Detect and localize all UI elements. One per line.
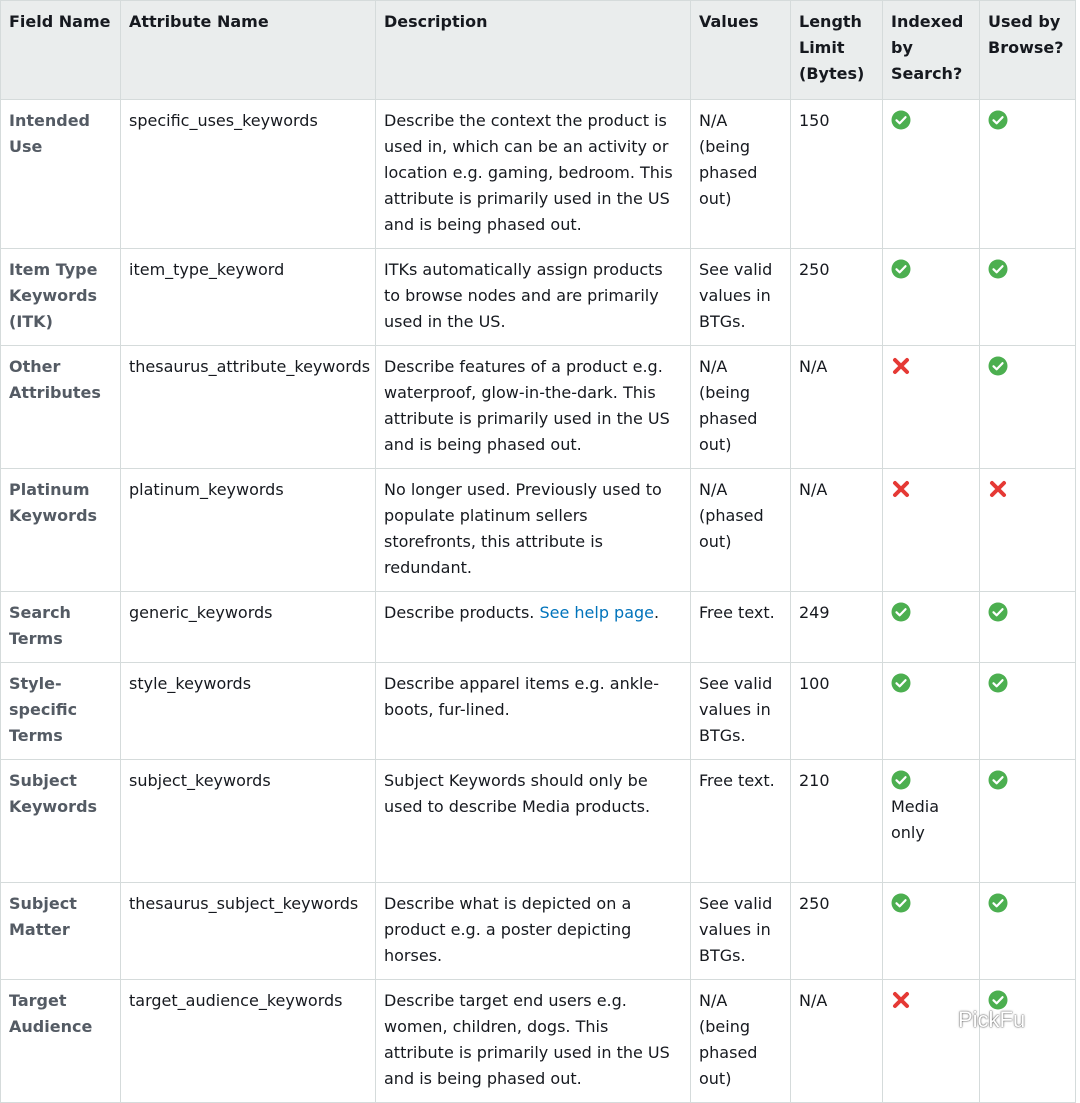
attribute-name-cell: thesaurus_attribute_keywords bbox=[121, 346, 376, 469]
table-row bbox=[1, 469, 1076, 592]
length-limit-cell: N/A bbox=[791, 980, 883, 1103]
table-row bbox=[1, 100, 1076, 249]
header-description: Description bbox=[376, 1, 691, 100]
description-text: ITKs automatically assign products to browse nodes and are primarily used in the US. bbox=[384, 260, 663, 331]
description-cell bbox=[376, 883, 691, 980]
header-used-by-browse: Used by Browse? bbox=[980, 1, 1076, 100]
field-name-cell: Intended Use bbox=[1, 100, 121, 249]
indexed-by-search-cell bbox=[883, 592, 980, 663]
description-cell bbox=[376, 469, 691, 592]
values-cell: N/A (phased out) bbox=[691, 469, 791, 592]
indexed-by-search-cell bbox=[883, 469, 980, 592]
check-circle-icon bbox=[891, 602, 911, 622]
table-row bbox=[1, 760, 1076, 883]
wechat-icon bbox=[918, 1005, 952, 1035]
values-cell: See valid values in BTGs. bbox=[691, 249, 791, 346]
used-by-browse-cell bbox=[980, 100, 1076, 249]
header-length-limit: Length Limit (Bytes) bbox=[791, 1, 883, 100]
values-cell: N/A (being phased out) bbox=[691, 100, 791, 249]
check-circle-icon bbox=[988, 259, 1008, 279]
header-values: Values bbox=[691, 1, 791, 100]
description-cell bbox=[376, 760, 691, 883]
header-row bbox=[1, 1, 1076, 100]
indexed-by-search-cell bbox=[883, 249, 980, 346]
field-name-cell: Subject Keywords bbox=[1, 760, 121, 883]
length-limit-cell: N/A bbox=[791, 469, 883, 592]
check-circle-icon bbox=[891, 770, 911, 790]
check-circle-icon bbox=[891, 673, 911, 693]
watermark bbox=[918, 1005, 1025, 1035]
values-cell: Free text. bbox=[691, 592, 791, 663]
field-name-cell: Item Type Keywords (ITK) bbox=[1, 249, 121, 346]
values-cell: N/A (being phased out) bbox=[691, 346, 791, 469]
attribute-name-cell: item_type_keyword bbox=[121, 249, 376, 346]
description-text: No longer used. Previously used to populate platinum sellers storefronts, this attribute is redundant. bbox=[384, 480, 662, 577]
used-by-browse-cell bbox=[980, 592, 1076, 663]
red-x-icon bbox=[891, 990, 911, 1010]
check-circle-icon bbox=[891, 110, 911, 130]
table-row bbox=[1, 980, 1076, 1103]
check-circle-icon bbox=[988, 770, 1008, 790]
indexed-by-search-cell bbox=[883, 663, 980, 760]
values-cell: See valid values in BTGs. bbox=[691, 663, 791, 760]
table-row bbox=[1, 663, 1076, 760]
red-x-icon bbox=[988, 479, 1008, 499]
attribute-name-cell: thesaurus_subject_keywords bbox=[121, 883, 376, 980]
indexed-by-search-cell bbox=[883, 346, 980, 469]
field-name-cell: Style-specific Terms bbox=[1, 663, 121, 760]
values-cell: Free text. bbox=[691, 760, 791, 883]
header-attribute-name: Attribute Name bbox=[121, 1, 376, 100]
description-cell bbox=[376, 592, 691, 663]
table-row bbox=[1, 883, 1076, 980]
description-cell bbox=[376, 249, 691, 346]
used-by-browse-cell bbox=[980, 346, 1076, 469]
description-text: Describe what is depicted on a product e.g. a poster depicting horses. bbox=[384, 894, 632, 965]
red-x-icon bbox=[891, 479, 911, 499]
used-by-browse-cell bbox=[980, 249, 1076, 346]
check-circle-icon bbox=[891, 893, 911, 913]
check-circle-icon bbox=[988, 602, 1008, 622]
indexed-by-search-cell bbox=[883, 760, 980, 883]
used-by-browse-cell bbox=[980, 469, 1076, 592]
used-by-browse-cell bbox=[980, 980, 1076, 1103]
values-cell: See valid values in BTGs. bbox=[691, 883, 791, 980]
attribute-name-cell: subject_keywords bbox=[121, 760, 376, 883]
table-row bbox=[1, 346, 1076, 469]
table-row bbox=[1, 592, 1076, 663]
see-help-page-link[interactable]: See help page bbox=[539, 603, 655, 622]
description-cell bbox=[376, 346, 691, 469]
check-circle-icon bbox=[988, 893, 1008, 913]
header-field-name: Field Name bbox=[1, 1, 121, 100]
length-limit-cell: 249 bbox=[791, 592, 883, 663]
description-cell bbox=[376, 980, 691, 1103]
used-by-browse-cell bbox=[980, 760, 1076, 883]
description-suffix: . bbox=[654, 603, 660, 622]
indexed-by-search-cell bbox=[883, 100, 980, 249]
length-limit-cell: N/A bbox=[791, 346, 883, 469]
table-row bbox=[1, 249, 1076, 346]
description-text: Describe target end users e.g. women, children, dogs. This attribute is primarily used in the US and is being phased out. bbox=[384, 991, 670, 1088]
watermark-text: PickFu bbox=[958, 1007, 1026, 1032]
check-circle-icon bbox=[988, 110, 1008, 130]
check-circle-icon bbox=[988, 673, 1008, 693]
indexed-by-search-cell bbox=[883, 980, 980, 1103]
field-name-cell: Subject Matter bbox=[1, 883, 121, 980]
length-limit-cell: 150 bbox=[791, 100, 883, 249]
values-cell: N/A (being phased out) bbox=[691, 980, 791, 1103]
field-name-cell: Platinum Keywords bbox=[1, 469, 121, 592]
indexed-note: Media only bbox=[891, 797, 940, 842]
field-name-cell: Search Terms bbox=[1, 592, 121, 663]
attribute-name-cell: generic_keywords bbox=[121, 592, 376, 663]
length-limit-cell: 210 bbox=[791, 760, 883, 883]
indexed-by-search-cell bbox=[883, 883, 980, 980]
used-by-browse-cell bbox=[980, 663, 1076, 760]
description-text: Describe the context the product is used in, which can be an activity or location e.g. gaming, bedroom. This attribute is primarily used in the US and is being phased out. bbox=[384, 111, 673, 234]
description-text: Describe features of a product e.g. waterproof, glow-in-the-dark. This attribute is primarily used in the US and is being phased out. bbox=[384, 357, 670, 454]
field-name-cell: Other Attributes bbox=[1, 346, 121, 469]
description-cell bbox=[376, 663, 691, 760]
field-name-cell: Target Audience bbox=[1, 980, 121, 1103]
attribute-name-cell: specific_uses_keywords bbox=[121, 100, 376, 249]
header-indexed-by-search: Indexed by Search? bbox=[883, 1, 980, 100]
length-limit-cell: 100 bbox=[791, 663, 883, 760]
description-cell bbox=[376, 100, 691, 249]
used-by-browse-cell bbox=[980, 883, 1076, 980]
table-body bbox=[1, 100, 1076, 1103]
description-text: Describe products. bbox=[384, 603, 540, 622]
attribute-name-cell: target_audience_keywords bbox=[121, 980, 376, 1103]
length-limit-cell: 250 bbox=[791, 249, 883, 346]
check-circle-icon bbox=[988, 356, 1008, 376]
check-circle-icon bbox=[891, 259, 911, 279]
description-text: Subject Keywords should only be used to describe Media products. bbox=[384, 771, 651, 816]
length-limit-cell: 250 bbox=[791, 883, 883, 980]
attribute-name-cell: style_keywords bbox=[121, 663, 376, 760]
description-text: Describe apparel items e.g. ankle-boots, fur-lined. bbox=[384, 674, 660, 719]
attribute-name-cell: platinum_keywords bbox=[121, 469, 376, 592]
red-x-icon bbox=[891, 356, 911, 376]
